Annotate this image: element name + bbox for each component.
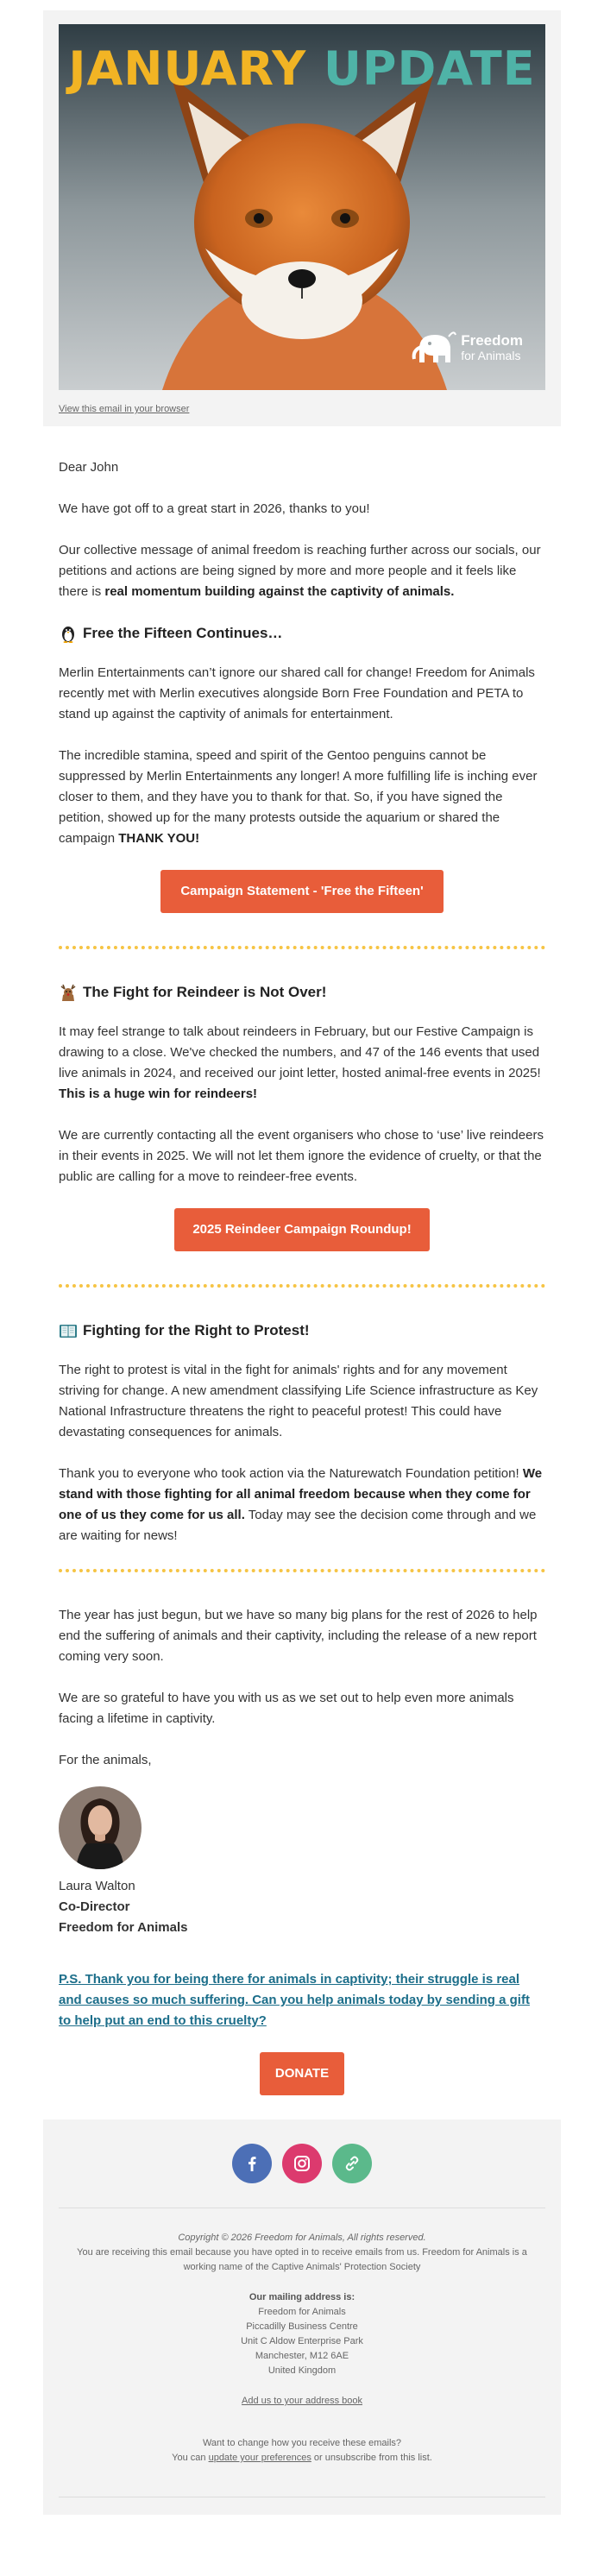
- signer-name: Laura Walton: [59, 1879, 135, 1893]
- closing-paragraph-2: We are so grateful to have you with us as we set out to help even more animals facing a lifetime in captivity.: [59, 1691, 514, 1726]
- deer-icon: [59, 983, 78, 1002]
- penguin-icon: [59, 624, 78, 643]
- brand-logo: [411, 328, 523, 368]
- section3-bold: We stand with those fighting for all animal freedom because when they come for one of us they come for us all.: [59, 1466, 543, 1522]
- social-links: [59, 2144, 545, 2183]
- section1-paragraph-1: Merlin Entertainments can’t ignore our shared call for change! Freedom for Animals recently met with Merlin executives alongside Born Free Foundation and PETA to stand up against the captivity of animals for entertainment.: [59, 665, 535, 721]
- intro-paragraph-1: We have got off to a great start in 2026, thanks to you!: [59, 501, 370, 516]
- copyright-text: Copyright © 2026 Freedom for Animals, All rights reserved.: [178, 2233, 426, 2243]
- section2-text: It may feel strange to talk about reindeers in February, but our Festive Campaign is drawing to a close. We've checked the numbers, and 47 of the 146 events that used live animals in 2024, and received our joint letter, hosted animal-free events in 2025!: [59, 1024, 541, 1080]
- update-preferences-link[interactable]: update your preferences: [208, 2453, 311, 2463]
- email-body: [43, 457, 561, 2095]
- section3-paragraph-1: The right to protest is vital in the fight for animals' rights and for any movement striving for change. A new amendment classifying Life Science infrastructure as Key National Infrastructure threatens the right to peaceful protest! This could have devastating consequences for animals.: [59, 1363, 538, 1439]
- campaign-statement-button[interactable]: Campaign Statement - 'Free the Fifteen': [160, 870, 444, 913]
- dotted-divider: [59, 946, 545, 949]
- preferences-text: You can: [172, 2453, 209, 2463]
- section-heading-text: Free the Fifteen Continues…: [83, 625, 283, 641]
- hero-title-word1: JANUARY: [68, 41, 307, 96]
- section-heading-reindeer: [59, 982, 545, 1003]
- section3-text: Thank you to everyone who took action via the Naturewatch Foundation petition!: [59, 1466, 523, 1481]
- reindeer-roundup-button[interactable]: 2025 Reindeer Campaign Roundup!: [174, 1208, 430, 1251]
- ps-donate-link[interactable]: P.S. Thank you for being there for animals in captivity; their struggle is real and causes so much suffering. Can you help animals today by sending a gift to help put an end to this cruelty?: [59, 1972, 530, 2028]
- dotted-divider: [59, 1569, 545, 1572]
- address-line: United Kingdom: [267, 2365, 337, 2376]
- hero-image: [59, 24, 545, 390]
- footer-legal: [59, 2231, 545, 2466]
- optin-reason: You are receiving this email because you have opted in to receive emails from us. Freedom for Animals is a working name of the Captive Animals' Protection Society: [77, 2247, 527, 2272]
- address-line: Unit C Aldow Enterprise Park: [241, 2336, 363, 2346]
- closing-paragraph-1: The year has just begun, but we have so many big plans for the rest of 2026 to help end the suffering of animals and their captivity, including the release of a new report coming very soon.: [59, 1608, 538, 1664]
- intro-bold: real momentum building against the captivity of animals.: [104, 584, 455, 599]
- signature-block: [59, 1786, 545, 1938]
- hero-title: [59, 41, 545, 96]
- intro-paragraph-2: [59, 540, 545, 602]
- add-to-address-book-link[interactable]: Add us to your address book: [241, 2396, 363, 2406]
- address-line: Manchester, M12 6AE: [255, 2351, 349, 2361]
- elephant-icon: [411, 328, 457, 368]
- avatar: [59, 1786, 142, 1869]
- section-heading-protest: [59, 1320, 545, 1341]
- section-heading-text: The Fight for Reindeer is Not Over!: [83, 984, 327, 1000]
- logo-name: Freedom: [461, 332, 523, 349]
- signer-role: Co-Director: [59, 1899, 130, 1914]
- section1-bold: THANK YOU!: [118, 831, 200, 846]
- website-link-icon[interactable]: [332, 2144, 372, 2183]
- greeting: Dear John: [59, 460, 119, 475]
- intro-text: Our collective message of animal freedom is reaching further across our socials, our petitions and actions are being signed by more and more people and it feels like there is: [59, 543, 541, 599]
- view-in-browser-link[interactable]: View this email in your browser: [59, 404, 190, 414]
- section2-paragraph-1: [59, 1022, 545, 1105]
- section1-text: The incredible stamina, speed and spirit of the Gentoo penguins cannot be suppressed by Merlin Entertainments any longer! A more fulfilling life is inching ever closer to them, and they have you to thank for that. So, if you have signed the petition, showed up for the many protests outside the aquarium or shared the campaign: [59, 748, 538, 846]
- email-header: [43, 10, 561, 426]
- facebook-icon[interactable]: [232, 2144, 272, 2183]
- section3-text-end: Today may see the decision come through and we are waiting for news!: [59, 1508, 537, 1543]
- instagram-icon[interactable]: [282, 2144, 322, 2183]
- book-icon: [59, 1321, 78, 1340]
- section2-paragraph-2: We are currently contacting all the event organisers who chose to ‘use’ live reindeers in their events in 2025. We will not let them ignore the evidence of cruelty, or that the public are calling for a move to reindeer-free events.: [59, 1128, 544, 1184]
- address-label: Our mailing address is:: [249, 2292, 355, 2302]
- section2-bold: This is a huge win for reindeers!: [59, 1086, 258, 1101]
- preferences-question: Want to change how you receive these emails?: [202, 2438, 402, 2448]
- signoff: For the animals,: [59, 1753, 152, 1767]
- address-line: Freedom for Animals: [258, 2307, 346, 2317]
- signer-org: Freedom for Animals: [59, 1920, 188, 1935]
- address-line: Piccadilly Business Centre: [246, 2321, 358, 2332]
- section-heading-fifteen: [59, 623, 545, 644]
- donate-button[interactable]: DONATE: [260, 2052, 344, 2095]
- section-heading-text: Fighting for the Right to Protest!: [83, 1322, 310, 1338]
- hero-title-word2: UPDATE: [324, 41, 536, 96]
- email-footer: [43, 2119, 561, 2515]
- section1-paragraph-2: [59, 746, 545, 849]
- logo-subname: for Animals: [461, 349, 521, 362]
- preferences-line: [59, 2451, 545, 2466]
- dotted-divider: [59, 1284, 545, 1288]
- section3-paragraph-2: [59, 1464, 545, 1546]
- unsubscribe-text: or unsubscribe from this list.: [311, 2453, 432, 2463]
